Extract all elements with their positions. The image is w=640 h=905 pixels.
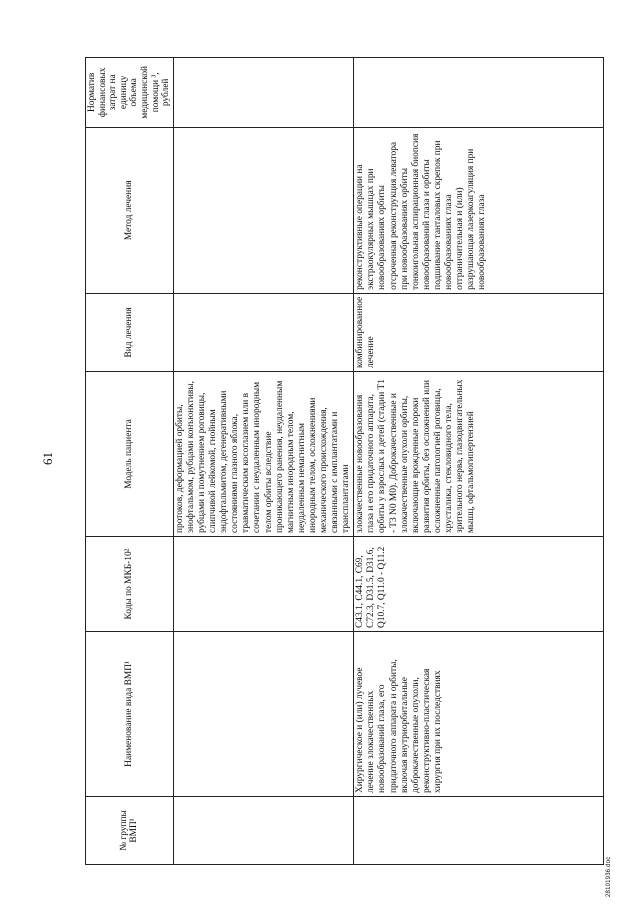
vmp-table	[85, 57, 604, 865]
header-row	[86, 57, 174, 864]
header-patient-model: Модель пациента	[86, 372, 174, 537]
row1-cost-norm	[173, 57, 354, 127]
treatment-method-item: реконструктивные операции на экстраокулярных мышцах при новообразованиях орбиты	[355, 164, 388, 290]
document-id: 28101936.doc	[606, 856, 612, 897]
row2-vmp-name: Хирургическое и (или) лучевое лечение злокачественных новообразований глаза, его придаточного аппарата и орбиты, включая внутриорбитальные доброкачественные опухоли, реконструктивно-пластическая хирургия при их последствиях	[354, 632, 604, 797]
row2-cost-norm	[354, 57, 604, 127]
row1-icd-codes	[173, 537, 354, 632]
row1-treatment-method	[173, 127, 354, 293]
header-treatment-type: Вид лечения	[86, 293, 174, 371]
row2-treatment-type: комбинированное лечение	[354, 293, 604, 371]
row2-group-no	[354, 797, 604, 865]
row1-vmp-name	[173, 632, 354, 797]
header-icd-codes: Коды по МКБ-10²	[86, 537, 174, 632]
header-cost-norm: Норматив финансовых затрат на единицу объема медицинской помощи ³, рублей	[86, 57, 174, 127]
treatment-method-item: тонкоигольная аспирационная биопсия новообразований глаза и орбиты	[410, 133, 432, 290]
page-number: 61	[40, 452, 55, 465]
row2-icd-codes: C43.1, C44.1, C69, C72.3, D31.5, D31.6, Q10.7, Q11.0 - Q11.2	[354, 537, 604, 632]
table-row	[354, 57, 604, 864]
row1-patient-model: протоков, деформацией орбиты, энофтальмом, рубцами конъюнктивы, рубцами и помутнением роговицы, слипчивой лейкомой, гнойным эндофтальмитом, дегенеративными состояниями глазного яблока, травматическим косоглазием или в сочетании с неудаленным инородным телом орбиты вследствие проникающего ранения, неудаленным магнитным инородным телом, неудаленным немагнитным инородным телом, осложнениями механического происхождения, связанными с имплантатами и трансплантатами	[173, 372, 354, 537]
header-vmp-name: Наименование вида ВМП¹	[86, 632, 174, 797]
treatment-method-item: отсроченная реконструкция леватора при новообразованиях орбиты	[388, 141, 410, 290]
row2-treatment-method	[354, 127, 604, 293]
row2-patient-model: злокачественные новообразования глаза и его придаточного аппарата, орбиты у взрослых и детей (стадии T1 - T3 N0 M0). Доброкачественные и злокачественные опухоли орбиты, включающие врожденные пороки развития орбиты, без осложнений или осложненные патологией роговицы, хрусталика, стекловидного тела, зрительного нерва, глазодвигательных мышц, офтальмогипертензией	[354, 372, 604, 537]
header-group-no: № группы ВМП¹	[86, 797, 174, 865]
treatment-method-item: отграничительная и (или) разрушающая лазеркоагуляция при новообразованиях глаза	[455, 148, 488, 290]
row1-group-no	[173, 797, 354, 865]
table-row	[173, 57, 354, 864]
header-treatment-method: Метод лечения	[86, 127, 174, 293]
treatment-method-item: подшивание танталовых скрепок при новообразованиях глаза	[432, 140, 454, 290]
row1-treatment-type	[173, 293, 354, 371]
